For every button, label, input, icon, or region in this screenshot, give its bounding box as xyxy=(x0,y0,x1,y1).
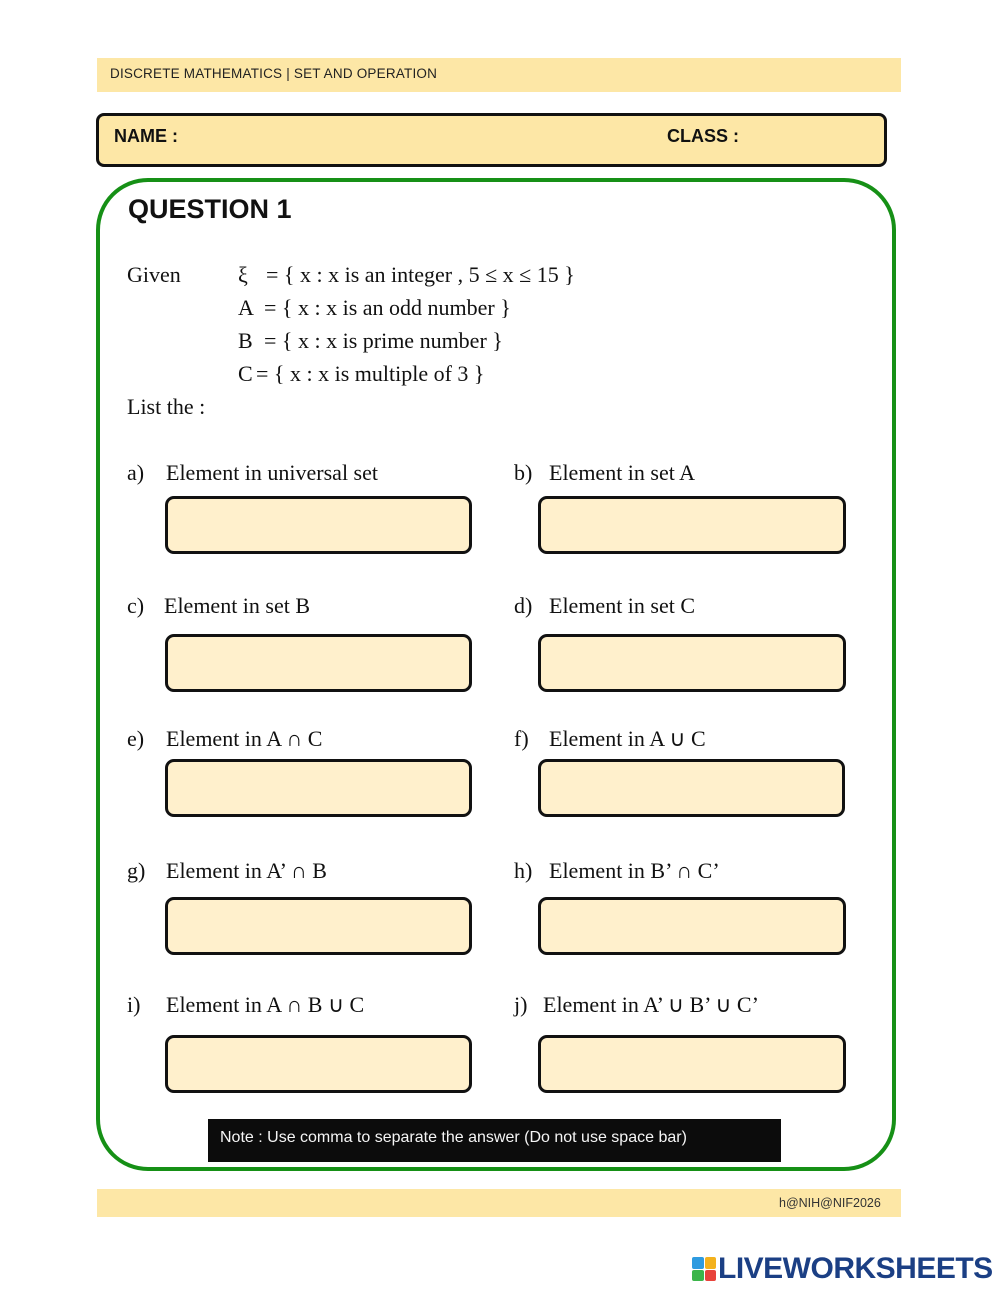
set-b-symbol: B xyxy=(238,328,253,353)
answer-input-f[interactable] xyxy=(538,759,845,817)
set-a-rule: = { x : x is an odd number } xyxy=(264,295,511,320)
given-word: Given xyxy=(127,262,181,287)
item-c-text: Element in set B xyxy=(164,593,311,618)
item-h-label: h) xyxy=(514,858,533,883)
logo-tile xyxy=(692,1270,704,1282)
answer-input-e[interactable] xyxy=(165,759,472,817)
set-c-rule: = { x : x is multiple of 3 } xyxy=(256,361,485,386)
item-a-text: Element in universal set xyxy=(166,460,378,485)
name-class-box xyxy=(96,113,887,167)
answer-input-c[interactable] xyxy=(165,634,472,692)
item-h-text: Element in B’ ∩ C’ xyxy=(549,858,720,883)
answer-input-i[interactable] xyxy=(165,1035,472,1093)
item-b-label: b) xyxy=(514,460,533,485)
item-j-label: j) xyxy=(514,992,528,1017)
answer-input-a[interactable] xyxy=(165,496,472,554)
item-c-label: c) xyxy=(127,593,145,618)
note-text: Note : Use comma to separate the answer (Do not use space bar) xyxy=(220,1129,687,1146)
footer-credit: h@NIH@NIF2026 xyxy=(779,1196,881,1210)
answer-input-g[interactable] xyxy=(165,897,472,955)
set-b-rule: = { x : x is prime number } xyxy=(264,328,503,353)
item-f-text: Element in A ∪ C xyxy=(549,726,706,751)
worksheet-header-title: DISCRETE MATHEMATICS | SET AND OPERATION xyxy=(110,66,438,81)
universal-set-rule: = { x : x is an integer , 5 ≤ x ≤ 15 } xyxy=(266,262,575,287)
set-c-symbol: C xyxy=(238,361,253,386)
logo-tile xyxy=(692,1257,704,1269)
answer-input-d[interactable] xyxy=(538,634,846,692)
class-label: CLASS : xyxy=(667,126,739,146)
liveworksheets-logo-icon xyxy=(692,1257,716,1281)
universal-set-symbol: ξ xyxy=(238,262,248,287)
set-a-symbol: A xyxy=(238,295,254,320)
item-i-text: Element in A ∩ B ∪ C xyxy=(166,992,365,1017)
item-e-label: e) xyxy=(127,726,145,751)
logo-tile xyxy=(705,1257,717,1269)
answer-input-b[interactable] xyxy=(538,496,846,554)
item-i-label: i) xyxy=(127,992,141,1017)
item-a-label: a) xyxy=(127,460,145,485)
item-j-text: Element in A’ ∪ B’ ∪ C’ xyxy=(543,992,759,1017)
item-b-text: Element in set A xyxy=(549,460,696,485)
item-d-label: d) xyxy=(514,593,533,618)
brand-logo[interactable] xyxy=(692,1252,993,1286)
item-f-label: f) xyxy=(514,726,529,751)
item-e-text: Element in A ∩ C xyxy=(166,726,323,751)
answer-input-h[interactable] xyxy=(538,897,846,955)
item-d-text: Element in set C xyxy=(549,593,696,618)
name-label: NAME : xyxy=(114,126,178,146)
question-title: QUESTION 1 xyxy=(128,194,292,224)
item-g-text: Element in A’ ∩ B xyxy=(166,858,327,883)
logo-tile xyxy=(705,1270,717,1282)
item-g-label: g) xyxy=(127,858,146,883)
list-prompt: List the : xyxy=(127,394,206,419)
brand-name: LIVEWORKSHEETS xyxy=(718,1252,993,1285)
answer-input-j[interactable] xyxy=(538,1035,846,1093)
